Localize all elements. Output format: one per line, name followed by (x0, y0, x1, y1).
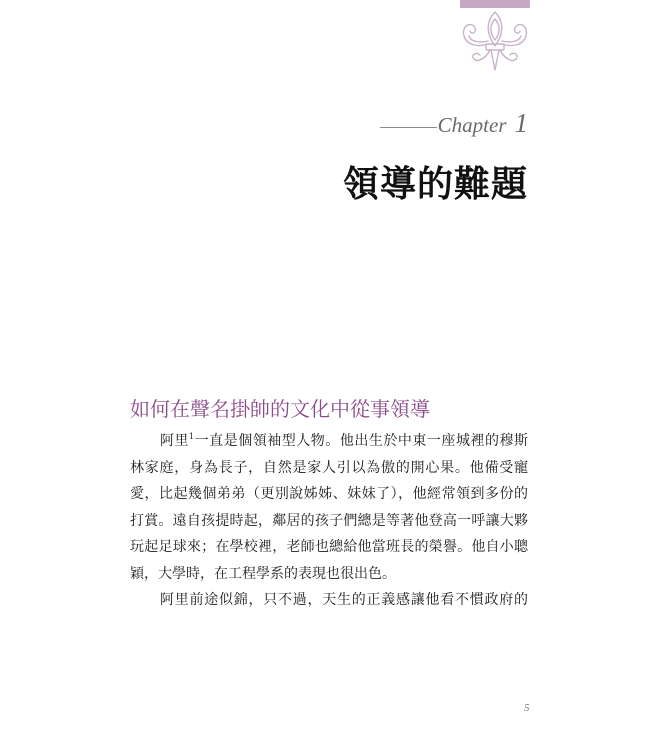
footnote-reference: 1 (189, 432, 195, 441)
line-text: 阿里 (160, 433, 190, 449)
chapter-title: 領導的難題 (342, 163, 528, 205)
paragraph-1-line: 林家庭，身為長子，自然是家人引以為傲的開心果。他備受寵 (130, 459, 528, 476)
body-text (130, 428, 528, 614)
ornament-right-petal-inner (502, 36, 521, 42)
fleur-de-lis-icon (450, 0, 540, 78)
ornament-right-curl (500, 50, 517, 60)
chapter-heading (438, 108, 528, 139)
paragraph-1-last-line: 穎，大學時，在工程學系的表現也很出色。 (130, 565, 396, 582)
paragraph-1-line-1 (130, 428, 528, 455)
ornament-left-curl (473, 50, 490, 60)
paragraph-1-line: 打賞。遠自孩提時起，鄰居的孩子們總是等著他登高一呼讓大夥 (130, 512, 528, 529)
paragraph-1-line: 愛，比起幾個弟弟（更別說姊姊、妹妹了），他經常領到多份的 (130, 486, 528, 502)
chapter-number: 1 (514, 108, 528, 138)
line-text: 一直是個領袖型人物。他出生於中東一座城裡的穆斯 (194, 433, 529, 449)
ornament-center-petal-inner (491, 19, 499, 40)
section-heading: 如何在聲名掛帥的文化中從事領導 (130, 397, 430, 421)
ornament-bottom-point (491, 50, 499, 70)
ornament-left-petal-inner (469, 36, 488, 42)
chapter-rule (380, 127, 437, 128)
paragraph-1-line: 玩起足球來；在學校裡，老師也總給他當班長的榮譽。他自小聰 (130, 539, 528, 555)
ornament-top-bar (460, 0, 530, 8)
page-number: 5 (524, 702, 530, 714)
chapter-label: Chapter (437, 113, 507, 137)
paragraph-2-line-1: 阿里前途似錦，只不過，天生的正義感讓他看不慣政府的 (160, 592, 528, 608)
